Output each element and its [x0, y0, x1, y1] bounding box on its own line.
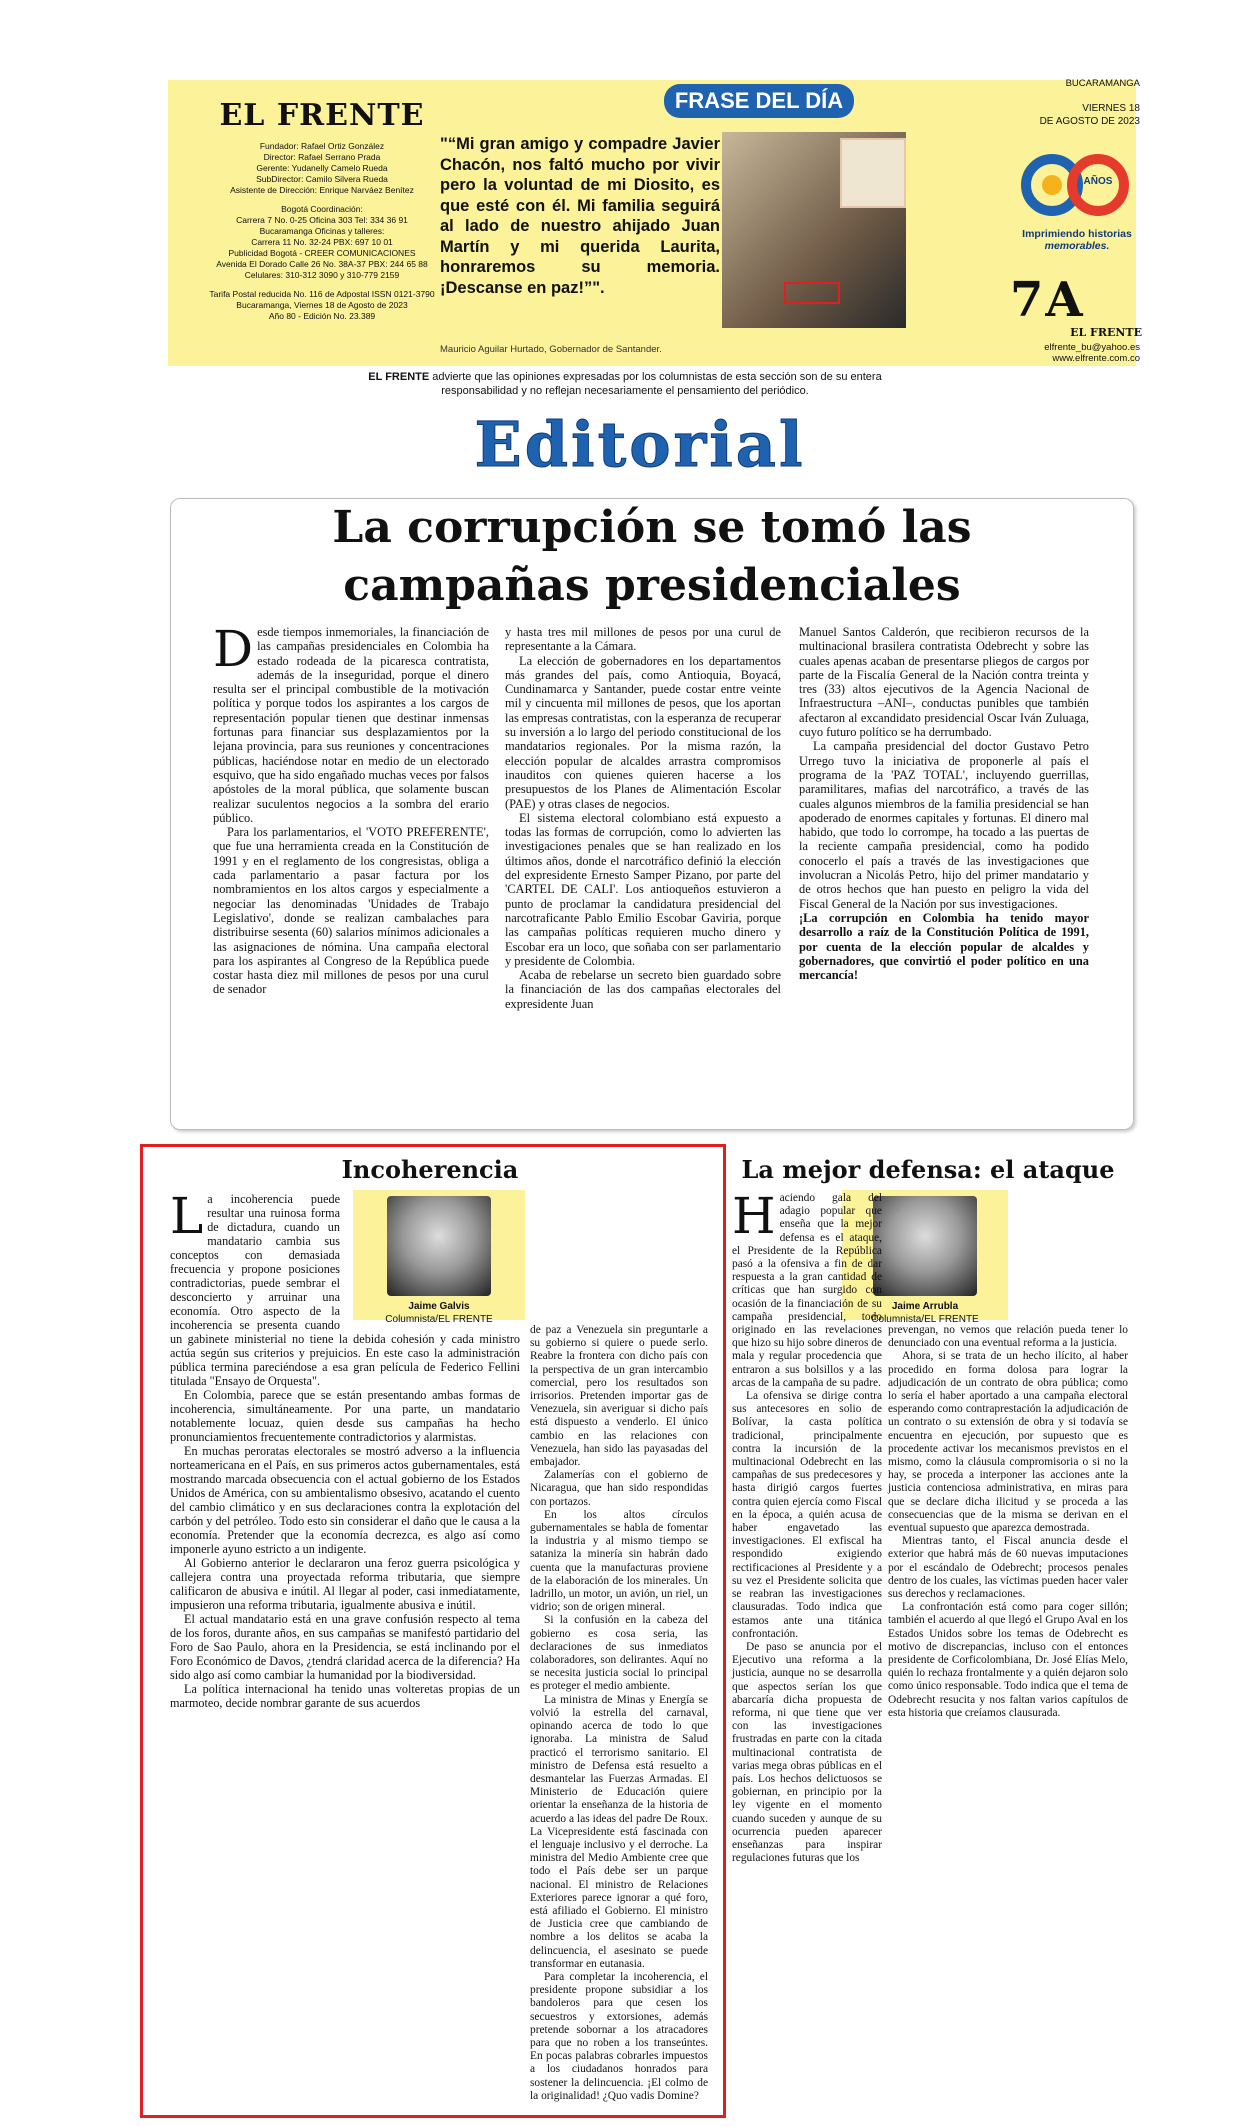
editorial-column-3 [799, 625, 1089, 982]
paragraph: El actual mandatario está en una grave confusión respecto al tema de los foros, durante años, en sus campañas se manifestó partidario del Foro de Sao Paulo, ahora en la Presidencia, se está inclinando por el Foro Económico de Davos, ¿tendrá claridad acerca de la diferencia? Ha sido algo así como cambiar la humanidad por la biodiversidad. [170, 1612, 520, 1682]
author-role: Columnista/EL FRENTE [385, 1314, 493, 1325]
staff-list [174, 141, 470, 196]
paragraph: Ahora, si se trata de un hecho ilícito, al haber procedido en forma dolosa para lograr la adjudicación de un contrato de obra pública; como lo sería el haber aportado a una campaña electoral esperando como contraprestación la adjudicación de un contrato o su extensión de obra y si todavía se encuentra en ejecución, por supuesto que es procedente activar los mecanismos previstos en el mismo, como la cláusula compromisoria o si no la hay, se proceda a interponer las acciones ante la justicia contenciosa administrativa, en miras para que se declare dicha ilicitud y se proceda a las consecuencias que de la misma se derivan en el eventual supuesto que aparezca demostrada. [888, 1350, 1128, 1535]
editorial-conclusion: ¡La corrupción en Colombia ha tenido mayor desarrollo a raíz de la Constitución Política de 1991, por cuenta de la elección popular de alcaldes y gobernadores, que convirtió el poder político en una mercancía! [799, 910, 1089, 983]
author-name: Jaime Arrubla [891, 1301, 959, 1312]
editorial-title [181, 499, 1123, 615]
frase-banner [168, 80, 1136, 366]
disclaimer-text: advierte que las opiniones expresadas por los columnistas de esta sección son de su entera responsabilidad y no reflejan necesariamente el pensamiento del periódico. [429, 371, 882, 397]
highlight-box [784, 282, 840, 304]
paragraph-text: aciendo gala del adagio popular que enseña que la mejor defensa es el ataque, el Presidente de la República pasó a la ofensiva a fin de dar respuesta a la gran cantidad de críticas que han surgido con ocasión de la financiación de su campaña presidencial, todo originado en las revelaciones que hizo su hijo sobre dineros de mala y regular procedencia que entraron a sus bolsillos y a las arcas de la campaña de su padre. [732, 1192, 882, 1389]
frase-del-dia-badge: FRASE DEL DÍA [664, 84, 854, 118]
paragraph-text: esde tiempos inmemoriales, la financiación de las campañas presidenciales en Colombia ha estado rodeada de la picaresca contratista, además de la inseguridad, porque el dinero resulta ser el principal combustible de la motivación política y porque todos los aspirantes a los cargos de representación popular tienen que destinar inmensas fortunas para financiar sus desplazamientos por la lejana provincia, para sus reuniones y concentraciones públicas, haciéndose notar en medio de un electorado esquivo, que ha sido engañado muchas veces por falsos apóstoles de la moral pública, que solamente buscan realizar suculentos negocios a la sombra del erario público. [213, 625, 489, 825]
paragraph: Acaba de rebelarse un secreto bien guardado sobre la financiación de las dos campañas electorales del expresidente Juan [505, 968, 781, 1011]
office-line: Bucaramanga Oficinas y talleres: [259, 226, 385, 236]
email-link[interactable]: elfrente_bu@yahoo.es [1044, 342, 1140, 353]
column-right-title: La mejor defensa: el ataque [741, 1155, 1115, 1184]
paragraph: Si la confusión en la cabeza del gobierno es cosa seria, las declaraciones de sus inmediatos colaboradores, son delirantes. Aquí no se necesita justicia social lo principal es proteger el medio ambiente. [530, 1614, 708, 1693]
page-number: 7A [1010, 272, 1085, 328]
disclaimer-brand: EL FRENTE [368, 371, 430, 383]
column-right-text-a [732, 1187, 882, 1865]
author-role: Columnista/EL FRENTE [871, 1314, 979, 1325]
page-brand: EL FRENTE [1070, 326, 1142, 339]
office-line: Bogotá Coordinación: [281, 204, 363, 214]
anniversary-logo [1014, 150, 1134, 220]
paragraph: En Colombia, parece que se están presentando ambas formas de incoherencia, simultáneamente. Por una parte, un mandatario notablemente locuaz, quien desde sus campañas ha hecho pronunciamientos frecuentemente contradictorios y alarmistas. [170, 1388, 520, 1444]
frase-photo [722, 132, 906, 328]
postal-line: Bucaramanga, Viernes 18 de Agosto de 2023 [236, 300, 408, 310]
anniversary-word: AÑOS [1083, 176, 1113, 187]
paragraph: y hasta tres mil millones de pesos por una curul de representante a la Cámara. [505, 625, 781, 654]
dropcap: L [170, 1187, 204, 1245]
office-line: Carrera 7 No. 0-25 Oficina 303 Tel: 334 36 91 [236, 215, 408, 225]
paragraph [732, 1187, 882, 1390]
spacer [340, 1192, 520, 1320]
editorial-column-2 [505, 625, 781, 1011]
paragraph: prevengan, no vemos que relación pueda tener lo denunciado con una eventual reforma a la justicia. [888, 1324, 1128, 1350]
city-label: BUCARAMANGA [1065, 78, 1140, 89]
paragraph: La campaña presidencial del doctor Gustavo Petro Urrego tuvo la iniciativa de proponerle al país el programa de la 'PAZ TOTAL', incluyendo guerrillas, paramilitares, mafias del narcotráfico, a través de las cuales algunos miembros de la familia presidencial se han apoderado de enormes capitales y fortunas. El dinero mal habido, que todo lo corrompe, ha tocado a las puertas de la reciente campaña presidencial, como ha podido conocerlo el país a través de las investigaciones que involucran a Nicolás Petro, hijo del primer mandatario y de otros hechos que han puesto en peligro la vida del Fiscal General de la Nación por sus investigaciones. [799, 739, 1089, 911]
office-line: Publicidad Bogotá - CREER COMUNICACIONES [228, 248, 416, 258]
frase-quote: "“Mi gran amigo y compadre Javier Chacón, nos faltó mucho por vivir pero la voluntad de mi Diosito, es que esté con él. Mi familia seguirá al lado de nuestro ahijado Juan Martín y mi querida Laurita, honraremos su memoria. ¡Descanse en paz!”". [440, 135, 720, 297]
editorial-title-line: La corrupción se tomó las [332, 502, 972, 553]
author-name: Jaime Galvis [408, 1301, 470, 1312]
author-photo [873, 1196, 977, 1296]
frase-author: Mauricio Aguilar Hurtado, Gobernador de Santander. [440, 344, 662, 355]
masthead-logo: EL FRENTE [219, 98, 425, 133]
editorial-title-line: campañas presidenciales [343, 560, 961, 611]
date-line: VIERNES 18 [1082, 103, 1140, 114]
editorial-box [170, 498, 1134, 1130]
masthead [174, 98, 470, 322]
column-left-text-b [530, 1324, 708, 2103]
paragraph: Para los parlamentarios, el 'VOTO PREFERENTE', que fue una herramienta creada en la Constitución de 1991 y en el reglamento de los congresistas, obliga a cada parlamentario a pasar factura por los nombramientos en los altos cargos y especialmente a negociar las denominadas 'Unidades de Trabajo Legislativo', donde se realizan cambalaches para distribuirse sesenta (60) salarios mínimos adicionales a las asignaciones de nómina. Una campaña electoral para los aspirantes al Congreso de la República puede costar hasta diez mil millones de pesos por una curul de senador [213, 825, 489, 997]
paragraph: El sistema electoral colombiano está expuesto a todas las formas de corrupción, como lo advierten las investigaciones penales que se han realizado en los últimos años, donde el narcotráfico definió la elección del expresidente Ernesto Samper Pizano, por parte del 'CARTEL DE CALI'. Los antioqueños estuvieron a punto de proclamar la candidatura presidencial del narcotraficante Pablo Emilio Escobar Gaviria, porque las campañas políticas requieren mucho dinero y Escobar era un loco, que soñaba con ser parlamentario y presidente de Colombia. [505, 810, 781, 968]
office-line: Carrera 11 No. 32-24 PBX: 697 10 01 [251, 237, 393, 247]
date-label [1018, 102, 1140, 128]
column-right-text-b [888, 1324, 1128, 1720]
tagline-line: memorables. [1044, 240, 1110, 252]
paragraph: Manuel Santos Calderón, que recibieron recursos de la multinacional brasilera contratista Odebrecht y sobre las cuales apenas acaban de presentarse pliegos de cargos por parte de la Fiscalía General de la Nación contra treinta y tres (33) altos ejecutivos de la Agencia Nacional de Infraestructura –ANI–, conductas punibles que también afectaron al excandidato presidencial Oscar Iván Zuluaga, cuyo futuro político se ha derrumbado. [799, 625, 1089, 740]
column-left-text-a [170, 1187, 520, 1710]
postal-line: Tarifa Postal reducida No. 116 de Adpostal ISSN 0121-3790 [209, 289, 435, 299]
paragraph: de paz a Venezuela sin preguntarle a su gobierno si quiere o puede serlo. Reabre la frontera con dicho país con la perspectiva de un gran intercambio comercial, pero los resultados son irrisorios. Pretenden importar gas de Venezuela, sin averiguar si dicho país está dispuesto a venderlo. El único cambio en las relaciones con Venezuela, han sido las payasadas del embajador. [530, 1324, 708, 1469]
paragraph: La política internacional ha tenido unas volteretas propias de un marmoteo, decide nombrar garante de sus acuerdos [170, 1682, 520, 1710]
staff-line: Fundador: Rafael Ortiz González [259, 141, 385, 151]
paragraph-text: a incoherencia puede resultar una ruinosa forma de dictadura, cuando un mandatario cambia sus conceptos con demasiada frecuencia y propone posiciones contradictorias, puede sembrar el desconcierto y arruinar una economía. Otro aspecto de la incoherencia se presenta cuando un gabinete ministerial no tiene la debida cohesión y cada ministro actúa según sus criterios y prejuicios. En este caso la administración pública termina pareciéndose a esa gran película de Federico Fellini titulada "Ensayo de Orquesta". [170, 1192, 520, 1388]
dropcap: H [732, 1187, 776, 1245]
section-label: Editorial [474, 408, 806, 481]
tagline-line: Imprimiendo historias [1022, 228, 1132, 240]
dropcap: D [213, 620, 254, 678]
paragraph: En los altos círculos gubernamentales se habla de fomentar la industria y al mismo tiempo se satanizа la minería sin habrán dado cuenta que la manufacturas proviene de la elaboración de los minerales. Un ladrillo, un motor, un avión, un riel, un vidrio; son de origen mineral. [530, 1508, 708, 1614]
tagline [1012, 228, 1142, 252]
paragraph: La ofensiva se dirige contra sus antecesores en solio de Bolívar, la casta política tradicional, principalmente contra la incursión de la multinacional Odebrecht en las campañas de sus predecesores y hasta dirigió cargos fuertes contra quien ejercía como Fiscal en la época, a quién acusa de haber engavetado las investigaciones. El exfiscal ha respondido exigiendo rectificaciones al Presidente y a su vez el Presidente solicita que se reabran las investigaciones clausuradas. Todo indica que estamos ante una titánica confrontación. [732, 1390, 882, 1640]
paragraph [213, 620, 489, 825]
postal-list [174, 289, 470, 322]
staff-line: Director: Rafael Serrano Prada [263, 152, 381, 162]
paragraph: Al Gobierno anterior le declararon una feroz guerra psicológica y callejera contra una proyectada reforma tributaria, que siempre calificaron de abusiva e inútil. Al llegar al poder, casi inmediatamente, impusieron una reforma tributaria, igualmente abusiva e inútil. [170, 1556, 520, 1612]
staff-line: SubDirector: Camilo Silvera Rueda [256, 174, 388, 184]
office-line: Celulares: 310-312 3090 y 310-779 2159 [244, 270, 400, 280]
offices-list [174, 204, 470, 281]
paragraph: Para completar la incoherencia, el presidente propone subsidiar a los bandoleros para que cesen los secuestros y extorsiones, además pretende sobornar a los atracadores para que no roben a los transeúntes. En pocas palabras cobrarles impuestos a los ciudadanos honrados para sostener la delincuencia. ¡El colmo de la originalidad! ¿Quo vadis Domine? [530, 1970, 708, 2102]
office-line: Avenida El Dorado Calle 26 No. 38A-37 PBX: 244 65 88 [216, 259, 428, 269]
paragraph: La elección de gobernadores en los departamentos más grandes del país, como Antioquia, Boyacá, Cundinamarca y Santander, puede costar entre veinte mil y cincuenta mil millones de pesos, que los aportan las empresas contratistas, con la esperanza de recuperar su inversión a lo largo del periodo constitucional de los mandatarios regionales. Por la misma razón, la elección popular de alcaldes arrastra compromisos inauditos con quienes quieren hacerse a los presupuestos de los Planes de Alimentación Escolar (PAE) y otras clases de negocios. [505, 653, 781, 811]
editorial-column-1 [213, 620, 489, 997]
paragraph: En muchas peroratas electorales se mostró adverso a la influencia norteamericana en el País, en sus primeros actos gubernamentales, está mostrando marcada obsecuencia con el actual gobierno de los Estados Unidos de América, con su ambientalismo obsesivo, acatando el cuento del cambio climático y en sus declaraciones contra la explotación del carbón y del petróleo. Todo esto sin considerar el daño que le causa a la economía. Pretender que la economía decrezca, es algo así como imponerle ayuno estricto a un indigente. [170, 1444, 520, 1556]
paragraph: La ministra de Minas y Energía se volvió la estrella del carnaval, opinando acerca de todo lo que ignoraba. La ministra de Salud practicó el terrorismo sanitario. El ministro de Defensa está resuelto a desmantelar las Fuerzas Armadas. El Ministerio de Educación quiere orientar la enseñanza de la historia de acuerdo a las ideas del padre De Roux. La Vicepresidente está fascinada con el lenguaje inclusivo y el derroche. La ministra del Medio Ambiente cree que todo el País debe ser un parque nacional. El ministro de Relaciones Exteriores parece ignorar a qué foro, está afiliado el Gobierno. El ministro de Justicia cree que cambiando de nombre a los delitos se acaba la delincuencia, el asesinato se puede transformar en eutanasia. [530, 1693, 708, 1970]
staff-line: Asistente de Dirección: Enrique Narváez Benítez [230, 185, 414, 195]
column-left-title: Incoherencia [341, 1155, 519, 1184]
contact-info [1000, 342, 1140, 364]
paragraph: De paso se anuncia por el Ejecutivo una reforma a la justicia, aunque no se desarrolla que aspectos serían los que abarcaría dicha propuesta de reforma, ni que tiene que ver con las investigaciones frustradas en parte con la citada multinacional contratista de varias mega obras públicas en el país. Los hechos delictuosos se gobiernan, en principio por la ley vigente en el momento cuando suceden y aunque de su ocurrencia pueden aparecer enseñanzas para inspirar regulaciones futuras que los [732, 1640, 882, 1865]
date-line: DE AGOSTO DE 2023 [1039, 116, 1140, 127]
paragraph: Zalamerías con el gobierno de Nicaragua, que han sido respondidas con portazos. [530, 1469, 708, 1508]
frame-picture-icon [840, 138, 906, 208]
paragraph [170, 1187, 520, 1388]
postal-line: Año 80 - Edición No. 23.389 [268, 311, 376, 321]
paragraph: Mientras tanto, el Fiscal anuncia desde el exterior que habrá más de 60 nuevas imputaciones por el escándalo de Odebrecht; procesos penales dentro de los cuales, las víctimas pueden hacer valer sus derechos y reclamaciones. [888, 1535, 1128, 1601]
disclaimer [330, 370, 920, 398]
website-link[interactable]: www.elfrente.com.co [1052, 353, 1140, 364]
staff-line: Gerente: Yudanelly Camelo Rueda [256, 163, 388, 173]
paragraph: La confrontación está como para coger sillón; también el acuerdo al que llegó el Grupo Aval en los Estados Unidos sobre los temas de Odebrecht es motivo de discrepancias, incluso con el entonces presidente de Corficolombiana, Dr. José Elías Melo, quién lo rechaza frontalmente y a quién dejaron solo como único responsable. Todo indica que el tema de Odebrecht resucita y nos faltan varios capítulos de esta historia que creíamos clausurada. [888, 1601, 1128, 1719]
